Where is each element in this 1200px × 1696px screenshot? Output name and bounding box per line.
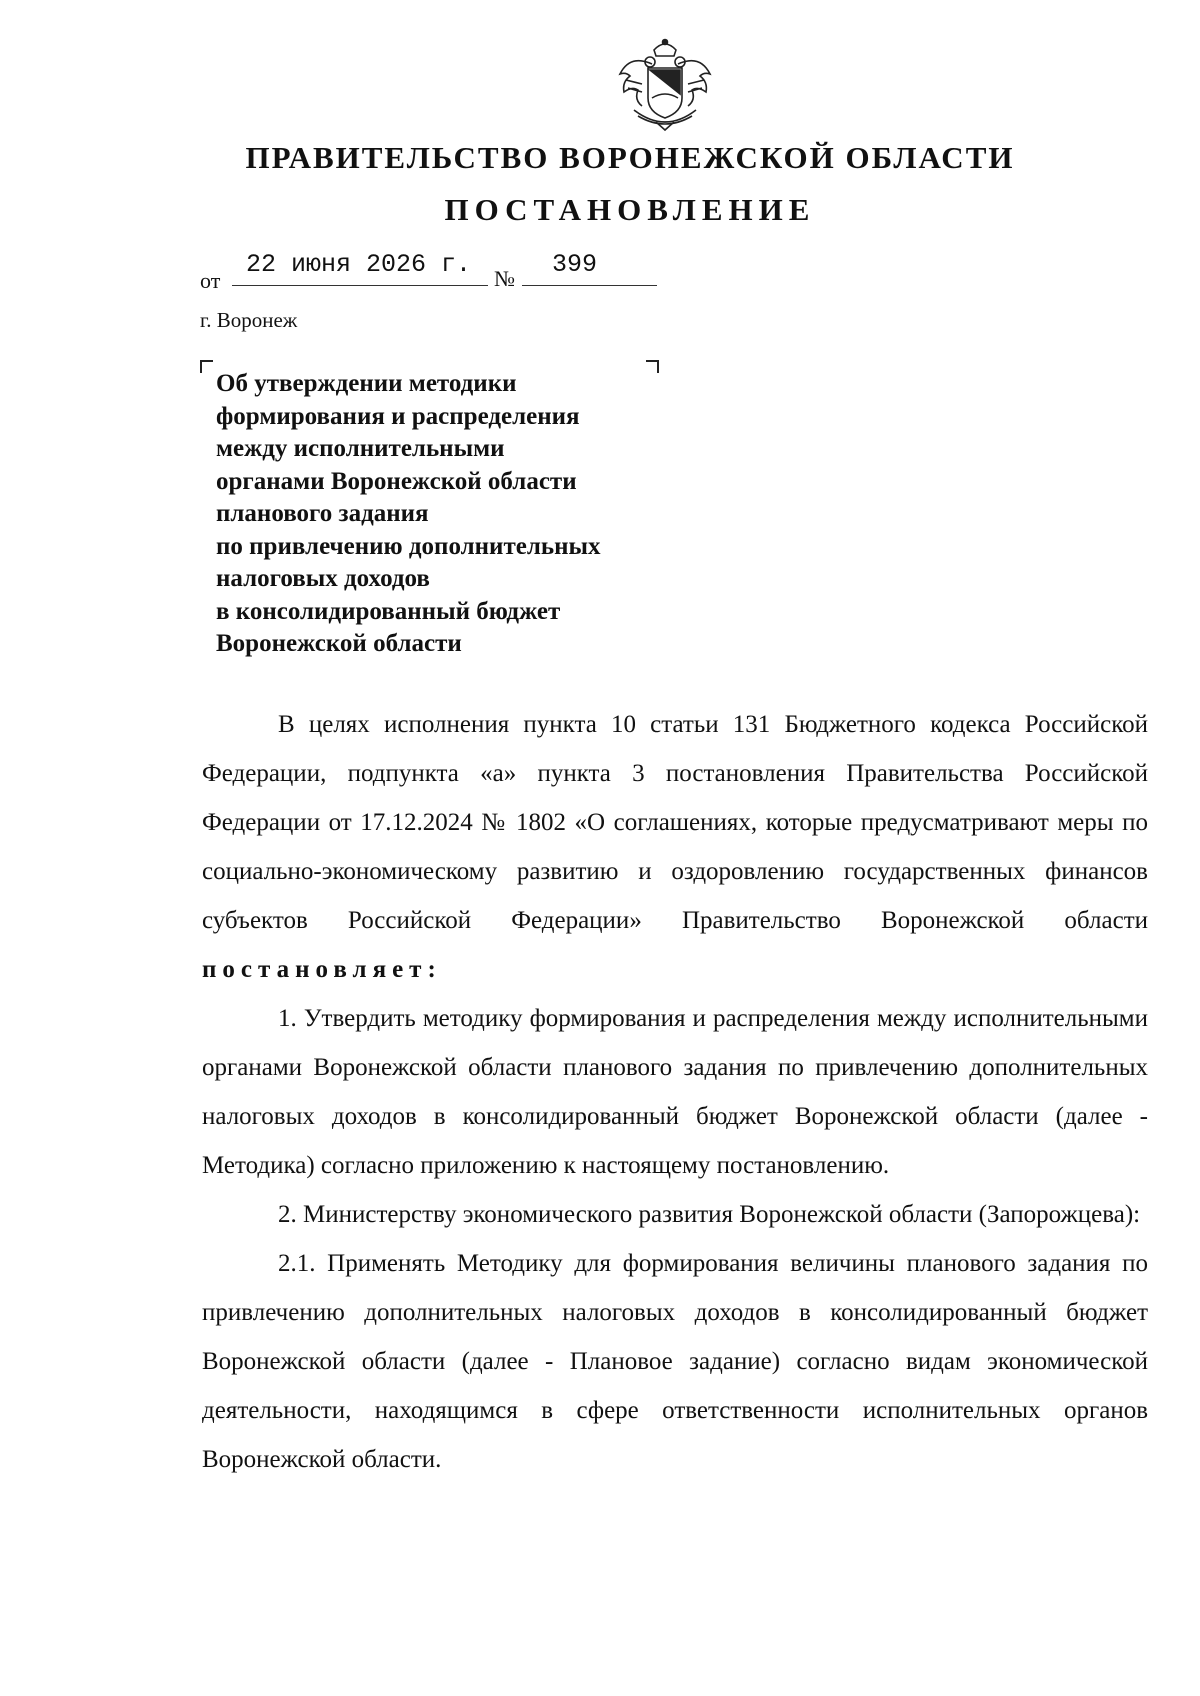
- subject-line: между исполнительными: [216, 435, 505, 462]
- coat-of-arms-icon: [612, 36, 718, 136]
- resolves-word: постановляет: [202, 956, 428, 983]
- number-prefix: №: [494, 266, 515, 291]
- subject-line: планового задания: [216, 500, 429, 527]
- number-underline: [522, 285, 657, 286]
- document-date: 22 июня 2026 г.: [246, 250, 472, 279]
- item-2-paragraph: 2. Министерству экономического развития Воронежской области (Запорожцева):: [278, 1201, 1141, 1228]
- date-prefix: от: [200, 268, 221, 293]
- subject-line: по привлечению дополнительных: [216, 532, 601, 560]
- item-2-1-paragraph: 2.1. Применять Методику для формирования величины планового задания по привлечению дополнительных налоговых доходов в консолидированный бюджет Воронежской области (далее - Плановое задание) согласно видам экономической деятельности, находящимся в сфере ответственности исполнительных органов Воронежской области.: [202, 1250, 1148, 1473]
- document-type-title: ПОСТАНОВЛЕНИЕ: [444, 192, 816, 227]
- preamble-text: В целях исполнения пункта 10 статьи 131 Бюджетного кодекса Российской Федерации, подпункта «а» пункта 3 постановления Правительства Российской Федерации от 17.12.2024 № 1802 «О соглашениях, которые предусматривают меры по социально-экономическому развитию и оздоровлению государственных финансов субъектов Российской Федерации» Правительство Воронежской области: [202, 711, 1148, 934]
- document-body: [202, 700, 1148, 1484]
- subject-corner-left: [200, 360, 213, 373]
- subject-line: в консолидированный бюджет: [216, 597, 561, 625]
- item-1-paragraph: 1. Утвердить методику формирования и распределения между исполнительными органами Воронежской области планового задания по привлечению дополнительных налоговых доходов в консолидированный бюджет Воронежской области (далее - Методика) согласно приложению к настоящему постановлению.: [202, 1005, 1148, 1179]
- subject-line: формирования и распределения: [216, 402, 580, 430]
- subject-line: органами Воронежской области: [216, 467, 577, 495]
- government-title: ПРАВИТЕЛЬСТВО ВОРОНЕЖСКОЙ ОБЛАСТИ: [245, 140, 1015, 175]
- date-underline: [232, 285, 488, 286]
- document-number: 399: [552, 250, 598, 279]
- resolves-colon: :: [427, 956, 436, 983]
- subject-line: налоговых доходов: [216, 565, 430, 592]
- city-label: г. Воронеж: [200, 308, 298, 332]
- document-subject: [216, 368, 676, 661]
- subject-line: Об утверждении методики: [216, 370, 517, 397]
- preamble-paragraph: [202, 700, 1148, 994]
- subject-line: Воронежской области: [216, 630, 462, 657]
